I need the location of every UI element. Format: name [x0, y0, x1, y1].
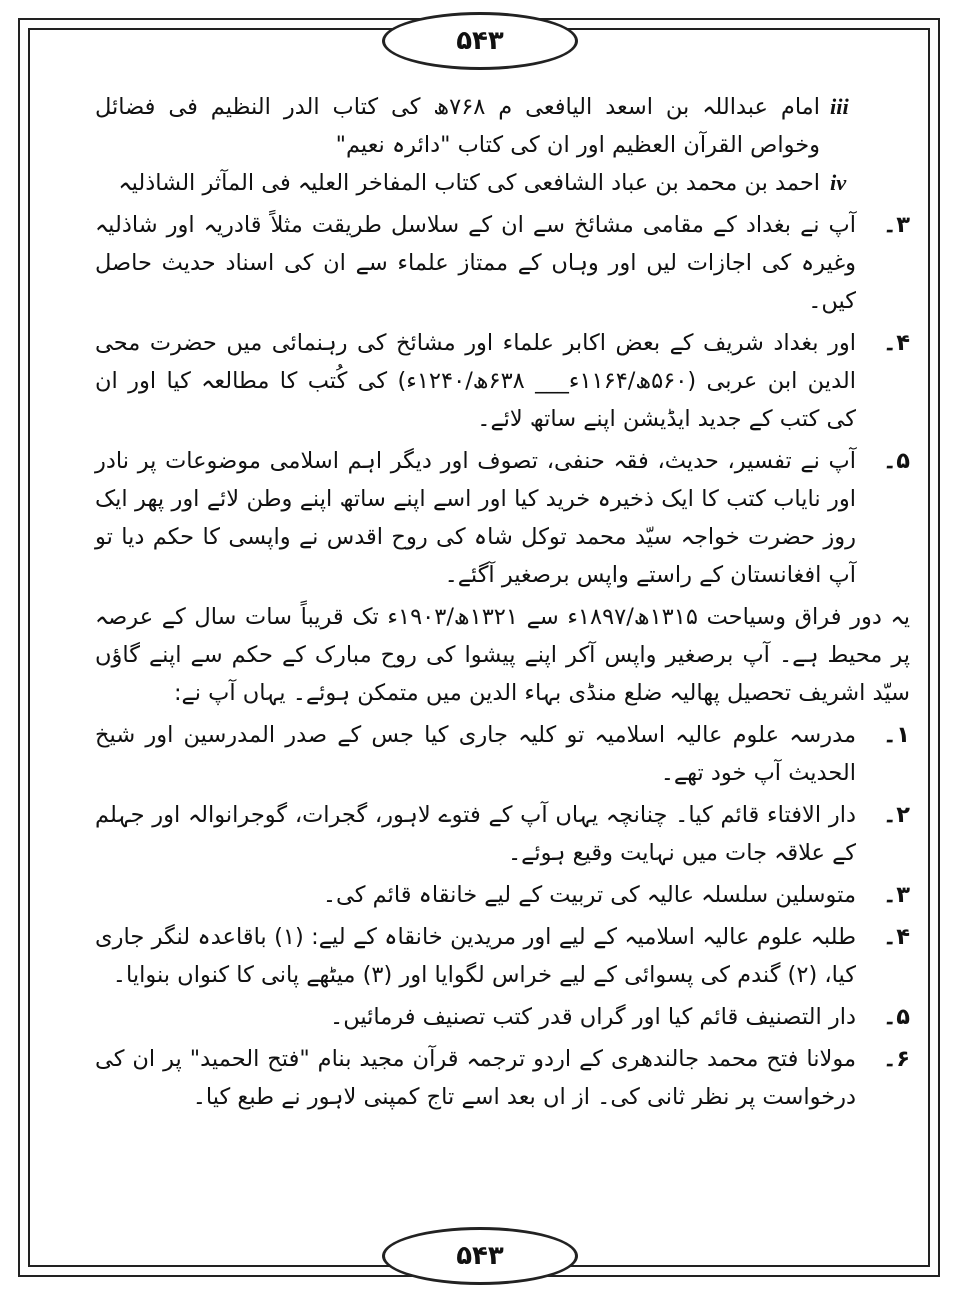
source-number: iii: [830, 94, 849, 119]
source-text: امام عبداللہ بن اسعد الیافعی م ۷۶۸ھ کی کتاب الدر النظیم فی فضائل وخواص القرآن العظیم اور ان کی کتاب "دائرہ نعیم": [95, 94, 820, 158]
work-item: [95, 998, 910, 1036]
item-text: اور بغداد شریف کے بعض اکابر علماء اور مشائخ کی رہنمائی میں حضرت محی الدین ابن عربی (۵۶۰ھ/۱۱۶۴ء___ ۶۳۸ھ/۱۲۴۰ء) کی کُتب کا مطالعہ کیا اور ان کی کتب کے جدید ایڈیشن اپنے ساتھ لائے۔: [95, 330, 856, 432]
travel-item: [95, 324, 910, 438]
work-item: [95, 796, 910, 872]
item-number: ۴۔: [883, 330, 910, 356]
work-item: [95, 918, 910, 994]
travel-item: [95, 206, 910, 320]
page-number-bottom: ۵۴۳: [382, 1227, 578, 1285]
travel-item: [95, 442, 910, 594]
summary-paragraph: یہ دور فراق وسیاحت ۱۳۱۵ھ/۱۸۹۷ء سے ۱۳۲۱ھ/۱۹۰۳ء تک قریباً سات سال کے عرصہ پر محیط ہے۔ آپ برصغیر واپس آکر اپنے پیشوا کی روح مبارک کے حکم سے اپنے گاؤں سیّد اشریف تحصیل پھالیہ ضلع منڈی بہاء الدین میں متمکن ہوئے۔ یہاں آپ نے:: [95, 604, 910, 706]
item-number: ۵۔: [883, 1004, 910, 1030]
source-item: [95, 164, 870, 202]
item-number: ۵۔: [883, 448, 910, 474]
page-content: [95, 88, 910, 1215]
page-number-top: ۵۴۳: [382, 12, 578, 70]
item-text: متوسلین سلسلہ عالیہ کی تربیت کے لیے خانقاہ قائم کی۔: [322, 882, 856, 908]
item-text: آپ نے بغداد کے مقامی مشائخ سے ان کے سلاسل طریقت مثلاً قادریہ اور شاذلیہ وغیرہ کی اجازات لیں اور وہاں کے ممتاز علماء سے ان کی اسناد حدیث حاصل کیں۔: [95, 212, 856, 314]
work-item: [95, 876, 910, 914]
item-number: ۱۔: [883, 722, 910, 748]
source-text: احمد بن محمد بن عباد الشافعی کی کتاب المفاخر العلیہ فی المآثر الشاذلیہ: [118, 170, 820, 196]
item-number: ۳۔: [883, 212, 910, 238]
item-number: ۶۔: [883, 1046, 910, 1072]
item-text: دار التصنیف قائم کیا اور گراں قدر کتب تصنیف فرمائیں۔: [330, 1004, 856, 1030]
item-text: مدرسہ علوم عالیہ اسلامیہ تو کلیہ جاری کیا جس کے صدر المدرسین اور شیخ الحدیث آپ خود تھے۔: [95, 722, 856, 786]
item-text: مولانا فتح محمد جالندھری کے اردو ترجمہ قرآن مجید بنام "فتح الحمید" پر ان کی درخواست پر نظر ثانی کی۔ از اں بعد اسے تاج کمپنی لاہور نے طبع کیا۔: [95, 1046, 856, 1110]
work-item: [95, 716, 910, 792]
item-text: آپ نے تفسیر، حدیث، فقہ حنفی، تصوف اور دیگر اہم اسلامی موضوعات پر نادر اور نایاب کتب کا ایک ذخیرہ خرید کیا اور اسے اپنے ساتھ اپنے وطن لائے اور پھر ایک روز حضرت خواجہ سیّد محمد توکل شاہ کی روح اقدس نے واپسی کا حکم دیا تو آپ افغانستان کے راستے واپس برصغیر آگئے۔: [95, 448, 856, 588]
source-item: [95, 88, 870, 164]
item-number: ۳۔: [883, 882, 910, 908]
item-number: ۲۔: [883, 802, 910, 828]
work-item: [95, 1040, 910, 1116]
item-text: طلبہ علوم عالیہ اسلامیہ کے لیے اور مریدین خانقاہ کے لیے: (۱) باقاعدہ لنگر جاری کیا، (۲) گندم کی پسوائی کے لیے خراس لگوایا اور (۳) میٹھے پانی کا کنواں بنوایا۔: [95, 924, 857, 988]
item-text: دار الافتاء قائم کیا۔ چنانچہ یہاں آپ کے فتوے لاہور، گجرات، گوجرانوالہ اور جہلم کے علاقہ جات میں نہایت وقیع ہوئے۔: [95, 802, 856, 866]
item-number: ۴۔: [883, 924, 910, 950]
source-number: iv: [830, 170, 847, 195]
